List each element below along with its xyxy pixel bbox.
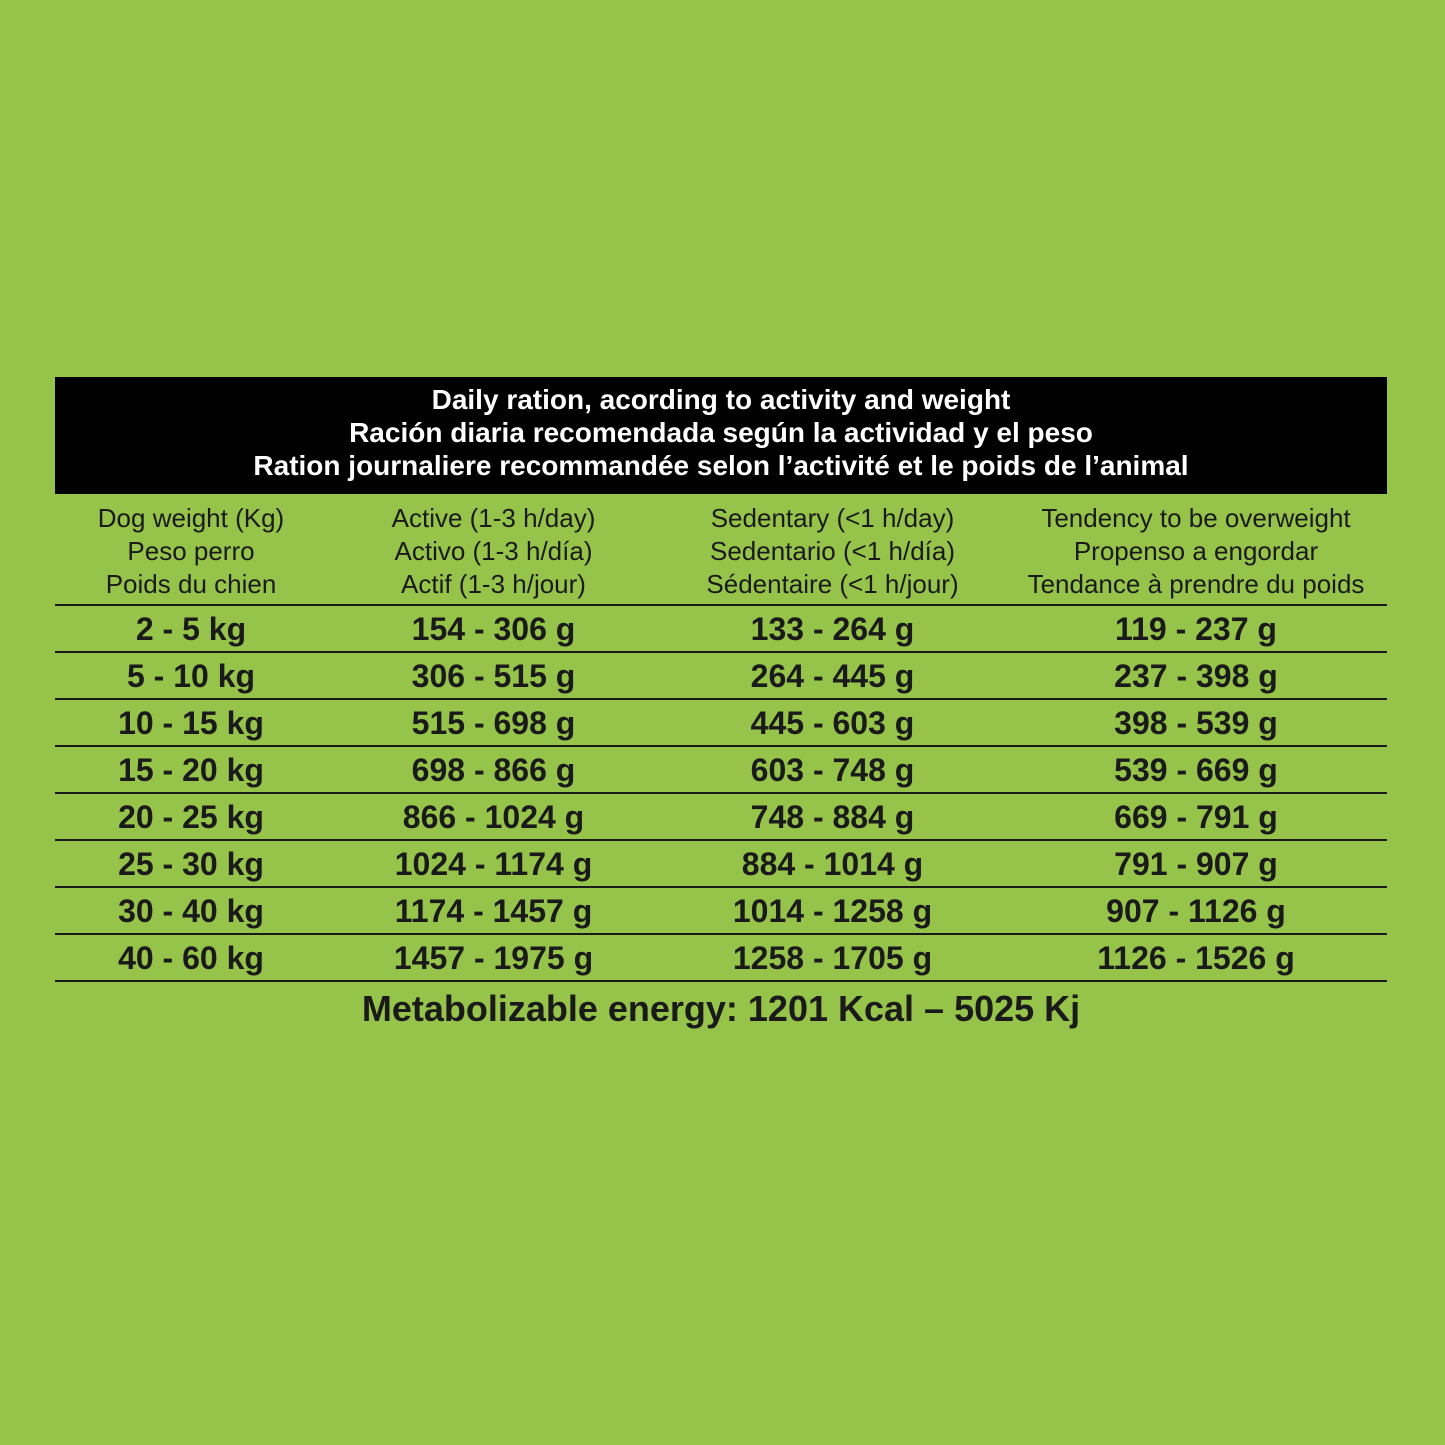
cell-overweight: 237 - 398 g	[1114, 657, 1278, 694]
cell-overweight: 539 - 669 g	[1114, 751, 1278, 788]
table-row	[55, 606, 1387, 653]
cell-active: 1457 - 1975 g	[393, 939, 594, 976]
cell-sedentary: 1258 - 1705 g	[732, 939, 933, 976]
header-active: Active (1-3 h/day) Activo (1-3 h/día) Actif (1-3 h/jour)	[391, 503, 596, 599]
cell-active: 515 - 698 g	[411, 704, 576, 741]
cell-active: 698 - 866 g	[411, 751, 576, 788]
cell-overweight: 669 - 791 g	[1114, 798, 1278, 835]
table-row	[55, 653, 1387, 700]
title-line-spanish: Ración diaria recomendada según la actividad y el peso	[349, 417, 1093, 448]
cell-overweight: 119 - 237 g	[1115, 610, 1277, 647]
title-line-english: Daily ration, acording to activity and weight	[431, 384, 1011, 415]
cell-weight: 10 - 15 kg	[118, 704, 264, 741]
table-title-bar	[55, 377, 1387, 494]
cell-active: 306 - 515 g	[411, 657, 576, 694]
cell-sedentary: 748 - 884 g	[750, 798, 915, 835]
cell-active: 1174 - 1457 g	[394, 892, 593, 929]
cell-weight: 25 - 30 kg	[118, 845, 264, 882]
cell-overweight: 398 - 539 g	[1114, 704, 1278, 741]
metabolizable-energy-note: Metabolizable energy: 1201 Kcal – 5025 Kj	[361, 988, 1081, 1029]
table-row	[55, 888, 1387, 935]
header-dog-weight: Dog weight (Kg) Peso perro Poids du chien	[97, 503, 285, 599]
cell-sedentary: 1014 - 1258 g	[732, 892, 933, 929]
cell-sedentary: 133 - 264 g	[750, 610, 915, 647]
header-sedentary: Sedentary (<1 h/day) Sedentario (<1 h/día) Sédentaire (<1 h/jour)	[706, 503, 959, 599]
cell-active: 154 - 306 g	[411, 610, 576, 647]
table-row	[55, 700, 1387, 747]
table-row	[55, 935, 1387, 982]
cell-sedentary: 445 - 603 g	[750, 704, 915, 741]
table-row	[55, 841, 1387, 888]
cell-overweight: 791 - 907 g	[1114, 845, 1278, 882]
cell-weight: 30 - 40 kg	[118, 892, 264, 929]
title-line-french: Ration journaliere recommandée selon l’activité et le poids de l’animal	[253, 450, 1189, 481]
cell-sedentary: 603 - 748 g	[750, 751, 915, 788]
feeding-table	[55, 377, 1387, 1030]
cell-weight: 5 - 10 kg	[126, 657, 256, 694]
cell-weight: 15 - 20 kg	[118, 751, 264, 788]
cell-active: 1024 - 1174 g	[394, 845, 593, 882]
table-body	[55, 606, 1387, 982]
table-row	[55, 794, 1387, 841]
cell-weight: 2 - 5 kg	[135, 610, 247, 647]
header-overweight: Tendency to be overweight Propenso a engordar Tendance à prendre du poids	[1027, 503, 1365, 599]
cell-active: 866 - 1024 g	[402, 798, 585, 835]
cell-overweight: 907 - 1126 g	[1106, 892, 1286, 929]
cell-sedentary: 884 - 1014 g	[741, 845, 924, 882]
cell-weight: 20 - 25 kg	[118, 798, 264, 835]
cell-overweight: 1126 - 1526 g	[1097, 939, 1295, 976]
cell-sedentary: 264 - 445 g	[750, 657, 915, 694]
table-row	[55, 747, 1387, 794]
table-header-row	[55, 494, 1387, 606]
cell-weight: 40 - 60 kg	[118, 939, 264, 976]
